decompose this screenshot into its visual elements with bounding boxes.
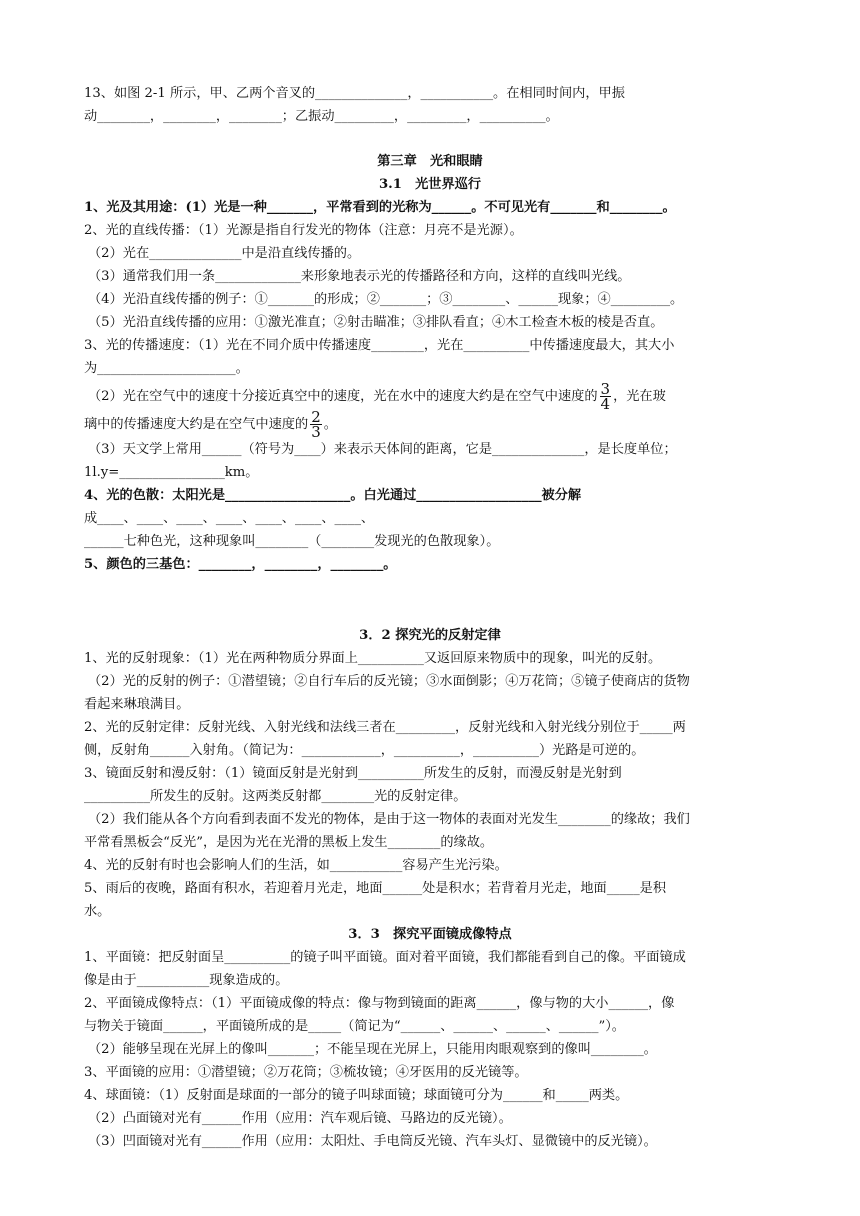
s32-item2-cont: 侧，反射角______入射角。（简记为：____________，__________，__________）光路是可逆的。 bbox=[84, 743, 645, 758]
section-3-1-title: 3.1 光世界巡行 bbox=[378, 177, 482, 192]
s31-item1: 1、光及其用途：(1）光是一种_______，平常看到的光称为______。不可见光有_______和________。 bbox=[84, 200, 676, 215]
s31-item3-3-cont: 1l.y=________________km。 bbox=[84, 465, 259, 480]
s31-item4: 4、光的色散：太阳光是___________________。白光通过___________________被分解 bbox=[84, 488, 582, 503]
s32-item3-2: （2）我们能从各个方向看到表面不发光的物体，是由于这一物体的表面对光发生________的缘故；我们 bbox=[88, 812, 690, 827]
s33-item2: 2、平面镜成像特点：（1）平面镜成像的特点：像与物到镜面的距离______，像与物的大小______，像 bbox=[84, 996, 675, 1011]
s31-item2-2: （2）光在______________中是沿直线传播的。 bbox=[88, 246, 361, 261]
s32-item1-2-cont: 看起来琳琅满目。 bbox=[84, 697, 190, 712]
s32-item5-cont: 水。 bbox=[84, 904, 111, 919]
q13-line1: 13、如图 2-1 所示，甲、乙两个音叉的______________，___________。在相同时间内，甲振 bbox=[84, 86, 625, 101]
s33-item4: 4、球面镜：（1）反射面是球面的一部分的镜子叫球面镜；球面镜可分为______和_____两类。 bbox=[84, 1088, 629, 1103]
s31-item2-4: （4）光沿直线传播的例子：①_______的形成；②_______；③________、______现象；④_________。 bbox=[88, 292, 684, 307]
s31-item4-cont: 成____、____、____、____、____、____、____、 bbox=[84, 511, 375, 526]
s31-item2: 2、光的直线传播：（1）光源是指自行发光的物体（注意：月亮不是光源）。 bbox=[84, 223, 523, 238]
s33-item1: 1、平面镜：把反射面呈__________的镜子叫平面镜。面对着平面镜，我们都能看到自己的像。平面镜成 bbox=[84, 950, 686, 965]
s31-item3-3: （3）天文学上常用______（符号为____）来表示天体间的距离，它是______________，是长度单位； bbox=[88, 442, 677, 457]
section-3-3-title: 3．3 探究平面镜成像特点 bbox=[348, 927, 512, 942]
s31-item3-cont: 为_____________________。 bbox=[84, 361, 249, 376]
s31-item3-2: （2）光在空气中的速度十分接近真空中的速度，光在水中的速度大约是在空气中速度的 $\frac{3}{4}$ ，光在玻 bbox=[88, 380, 666, 413]
s32-item5: 5、雨后的夜晚，路面有积水，若迎着月光走，地面______处是积水；若背着月光走，地面_____是积 bbox=[84, 881, 667, 896]
s32-item2: 2、光的反射定律：反射光线、入射光线和法线三者在_________，反射光线和入射光线分别位于_____两 bbox=[84, 720, 686, 735]
s31-item5: 5、颜色的三基色：________，________，________。 bbox=[84, 557, 397, 572]
s31-item2-3: （3）通常我们用一条_____________来形象地表示光的传播路径和方向，这样的直线叫光线。 bbox=[88, 269, 631, 284]
s31-item3: 3、光的传播速度：（1）光在不同介质中传播速度________，光在__________中传播速度最大，其大小 bbox=[84, 338, 675, 353]
s32-item4: 4、光的反射有时也会影响人们的生活，如___________容易产生光污染。 bbox=[84, 858, 508, 873]
chapter-title: 第三章 光和眼睛 bbox=[377, 154, 483, 169]
s33-item3: 3、平面镜的应用：①潜望镜；②万花筒；③梳妆镜；④牙医用的反光镜等。 bbox=[84, 1065, 528, 1080]
s33-item1-cont: 像是由于___________现象造成的。 bbox=[84, 973, 289, 988]
section-3-2-title: 3．2 探究光的反射定律 bbox=[359, 628, 501, 643]
s31-item3-2-cont: 璃中的传播速度大约是在空气中速度的 $\frac{2}{3}$ 。 bbox=[84, 408, 337, 441]
s31-item2-5: （5）光沿直线传播的应用：①激光准直；②射击瞄准；③排队看直；④木工检查木板的棱是否直。 bbox=[88, 315, 664, 330]
s31-item4-cont2: ______七种色光，这种现象叫________（________发现光的色散现象）。 bbox=[84, 534, 500, 549]
fraction-three-quarters: $\frac{3}{4}$ bbox=[600, 380, 611, 413]
s32-item1-2: （2）光的反射的例子：①潜望镜；②自行车后的反光镜；③水面倒影；④万花筒；⑤镜子使商店的货物 bbox=[88, 674, 690, 689]
s32-item1: 1、光的反射现象：（1）光在两种物质分界面上__________又返回原来物质中的现象，叫光的反射。 bbox=[84, 651, 662, 666]
s32-item3-2-cont: 平常看黑板会“反光”，是因为光在光滑的黑板上发生________的缘故。 bbox=[84, 835, 494, 850]
s33-item2-2: （2）能够呈现在光屏上的像叫_______；不能呈现在光屏上，只能用肉眼观察到的像叫________。 bbox=[88, 1042, 657, 1057]
fraction-two-thirds: $\frac{2}{3}$ bbox=[311, 408, 321, 441]
s32-item3-cont: __________所发生的反射。这两类反射都________光的反射定律。 bbox=[84, 789, 467, 804]
s33-item2-cont: 与物关于镜面______，平面镜所成的是_____（简记为“______、______、______、______”）。 bbox=[84, 1019, 625, 1034]
s33-item4-2: （2）凸面镜对光有______作用（应用：汽车观后镜、马路边的反光镜）。 bbox=[88, 1111, 512, 1126]
q13-line2: 动________，________，________；乙振动_________，_________，__________。 bbox=[84, 109, 559, 124]
s32-item3: 3、镜面反射和漫反射：（1）镜面反射是光射到__________所发生的反射，而漫反射是光射到 bbox=[84, 766, 622, 781]
s33-item4-3: （3）凹面镜对光有______作用（应用：太阳灶、手电筒反光镜、汽车头灯、显微镜中的反光镜）。 bbox=[88, 1134, 657, 1149]
